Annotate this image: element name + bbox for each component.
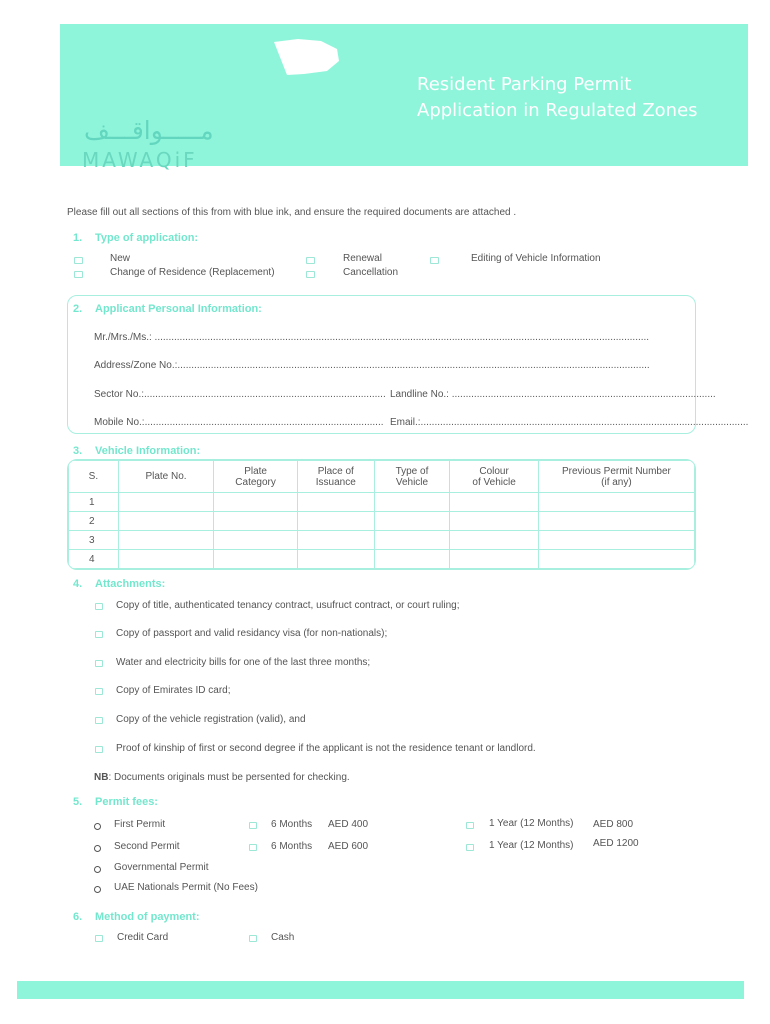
label-aed-400: AED 400 bbox=[328, 819, 369, 830]
table-cell[interactable] bbox=[297, 512, 374, 531]
section-1-title bbox=[73, 232, 198, 244]
table-cell[interactable] bbox=[450, 512, 539, 531]
checkbox-second-1-year[interactable] bbox=[466, 844, 474, 851]
label-renewal: Renewal bbox=[343, 253, 382, 264]
checkbox-change-residence[interactable] bbox=[74, 271, 83, 278]
table-cell[interactable] bbox=[538, 512, 694, 531]
row-number: 1 bbox=[69, 493, 119, 512]
table-cell[interactable] bbox=[374, 493, 450, 512]
nb-label: NB bbox=[94, 772, 109, 783]
header-plate-no: Plate No. bbox=[118, 461, 213, 493]
header-s: S. bbox=[69, 461, 119, 493]
instructions-text: Please fill out all sections of this from with blue ink, and ensure the required documents are attached . bbox=[67, 207, 517, 218]
section-2-title bbox=[73, 303, 262, 315]
label-uae-nationals-permit: UAE Nationals Permit (No Fees) bbox=[114, 882, 258, 893]
label-second-6-months: 6 Months bbox=[271, 841, 313, 852]
sector-field[interactable]: Sector No.:....................................................................................... bbox=[94, 389, 386, 400]
logo-arabic-text: مـــــواقـــف bbox=[84, 116, 214, 145]
table-cell[interactable] bbox=[538, 550, 694, 569]
nb-note bbox=[94, 772, 350, 783]
table-cell[interactable] bbox=[450, 550, 539, 569]
vehicle-table-panel bbox=[67, 459, 696, 570]
label-second-1-year: 1 Year (12 Months) bbox=[489, 840, 574, 851]
checkbox-first-6-months[interactable] bbox=[249, 822, 257, 829]
table-cell[interactable] bbox=[214, 531, 298, 550]
header-colour-of-vehicle: Colour of Vehicle bbox=[450, 461, 539, 493]
checkbox-attachment-title[interactable] bbox=[95, 603, 103, 610]
label-aed-600: AED 600 bbox=[328, 841, 369, 852]
table-cell[interactable] bbox=[118, 512, 213, 531]
row-number: 2 bbox=[69, 512, 119, 531]
section-6-heading: Method of payment: bbox=[95, 911, 200, 923]
section-1-heading: Type of application: bbox=[95, 232, 199, 244]
table-row bbox=[69, 550, 695, 569]
table-cell[interactable] bbox=[297, 550, 374, 569]
name-field[interactable]: Mr./Mrs./Ms.: .................................................................................................................................................................................. bbox=[94, 332, 650, 343]
section-4-title bbox=[73, 578, 165, 590]
checkbox-renewal[interactable] bbox=[306, 257, 315, 264]
label-second-permit: Second Permit bbox=[114, 841, 180, 852]
section-2-heading: Applicant Personal Information: bbox=[95, 303, 262, 315]
checkbox-editing[interactable] bbox=[430, 257, 439, 264]
address-field[interactable]: Address/Zone No.:.......................................................................................................................................................................... bbox=[94, 360, 650, 371]
label-editing: Editing of Vehicle Information bbox=[471, 253, 601, 264]
section-3-title bbox=[73, 445, 200, 457]
attachment-item: Copy of Emirates ID card; bbox=[116, 685, 231, 696]
table-cell[interactable] bbox=[538, 531, 694, 550]
radio-first-permit[interactable] bbox=[94, 823, 101, 830]
table-row bbox=[69, 493, 695, 512]
header-place-of-issuance: Place of Issuance bbox=[297, 461, 374, 493]
checkbox-credit-card[interactable] bbox=[95, 935, 103, 942]
table-cell[interactable] bbox=[374, 531, 450, 550]
label-cash: Cash bbox=[271, 932, 295, 943]
table-cell[interactable] bbox=[538, 493, 694, 512]
section-4-number: 4. bbox=[73, 578, 83, 590]
attachment-item: Proof of kinship of first or second degree if the applicant is not the residence tenant or landlord. bbox=[116, 743, 536, 754]
table-cell[interactable] bbox=[118, 531, 213, 550]
label-aed-800: AED 800 bbox=[593, 819, 634, 830]
footer-band bbox=[17, 981, 744, 999]
page-title bbox=[417, 72, 717, 124]
checkbox-first-1-year[interactable] bbox=[466, 822, 474, 829]
nb-text: : Documents originals must be persented for checking. bbox=[108, 772, 350, 783]
section-2-number: 2. bbox=[73, 303, 83, 315]
section-5-title bbox=[73, 796, 158, 808]
section-3-number: 3. bbox=[73, 445, 83, 457]
table-cell[interactable] bbox=[214, 550, 298, 569]
row-number: 4 bbox=[69, 550, 119, 569]
table-cell[interactable] bbox=[297, 493, 374, 512]
checkbox-cancellation[interactable] bbox=[306, 271, 315, 278]
row-number: 3 bbox=[69, 531, 119, 550]
vehicle-table-header-row bbox=[69, 461, 695, 493]
checkbox-cash[interactable] bbox=[249, 935, 257, 942]
page-title-line1: Resident Parking Permit bbox=[417, 74, 632, 95]
header-previous-permit: Previous Permit Number (if any) bbox=[538, 461, 694, 493]
attachment-item: Copy of title, authenticated tenancy contract, usufruct contract, or court ruling; bbox=[116, 600, 460, 611]
label-aed-1200: AED 1200 bbox=[593, 838, 639, 849]
attachment-item: Copy of the vehicle registration (valid), and bbox=[116, 714, 306, 725]
table-cell[interactable] bbox=[214, 493, 298, 512]
label-governmental-permit: Governmental Permit bbox=[114, 862, 209, 873]
header-plate-category: Plate Category bbox=[214, 461, 298, 493]
table-cell[interactable] bbox=[118, 550, 213, 569]
label-first-1-year: 1 Year (12 Months) bbox=[489, 818, 574, 829]
checkbox-attachment-registration[interactable] bbox=[95, 717, 103, 724]
section-6-number: 6. bbox=[73, 911, 83, 923]
section-5-heading: Permit fees: bbox=[95, 796, 158, 808]
table-cell[interactable] bbox=[374, 512, 450, 531]
label-first-permit: First Permit bbox=[114, 819, 166, 830]
radio-governmental-permit[interactable] bbox=[94, 866, 101, 873]
table-cell[interactable] bbox=[118, 493, 213, 512]
section-5-number: 5. bbox=[73, 796, 83, 808]
page-title-line2: Application in Regulated Zones bbox=[417, 100, 698, 121]
radio-second-permit[interactable] bbox=[94, 845, 101, 852]
section-3-heading: Vehicle Information: bbox=[95, 445, 201, 457]
header-type-of-vehicle: Type of Vehicle bbox=[374, 461, 450, 493]
table-cell[interactable] bbox=[450, 493, 539, 512]
email-field[interactable]: Email.:...................................................................................................................... bbox=[390, 417, 749, 428]
section-6-title bbox=[73, 911, 200, 923]
table-cell[interactable] bbox=[297, 531, 374, 550]
table-cell[interactable] bbox=[214, 512, 298, 531]
section-1-number: 1. bbox=[73, 232, 83, 244]
attachment-item: Water and electricity bills for one of the last three months; bbox=[116, 657, 371, 668]
label-new: New bbox=[110, 253, 131, 264]
section-4-heading: Attachments: bbox=[95, 578, 166, 590]
checkbox-attachment-kinship[interactable] bbox=[95, 746, 103, 753]
logo-latin-text: MAWAQiF bbox=[82, 148, 198, 172]
table-cell[interactable] bbox=[450, 531, 539, 550]
checkbox-attachment-emirates-id[interactable] bbox=[95, 688, 103, 695]
vehicle-table bbox=[68, 460, 695, 569]
label-credit-card: Credit Card bbox=[117, 932, 169, 943]
table-row bbox=[69, 531, 695, 550]
checkbox-attachment-passport[interactable] bbox=[95, 631, 103, 638]
checkbox-attachment-bills[interactable] bbox=[95, 660, 103, 667]
attachment-item: Copy of passport and valid residancy visa (for non-nationals); bbox=[116, 628, 388, 639]
table-cell[interactable] bbox=[374, 550, 450, 569]
label-first-6-months: 6 Months bbox=[271, 819, 313, 830]
table-row bbox=[69, 512, 695, 531]
label-cancellation: Cancellation bbox=[343, 267, 399, 278]
mobile-field[interactable]: Mobile No.:...................................................................................... bbox=[94, 417, 384, 428]
landline-field[interactable]: Landline No.: ............................................................................................... bbox=[390, 389, 716, 400]
checkbox-new[interactable] bbox=[74, 257, 83, 264]
radio-uae-nationals-permit[interactable] bbox=[94, 886, 101, 893]
label-change-residence: Change of Residence (Replacement) bbox=[110, 267, 275, 278]
checkbox-second-6-months[interactable] bbox=[249, 844, 257, 851]
